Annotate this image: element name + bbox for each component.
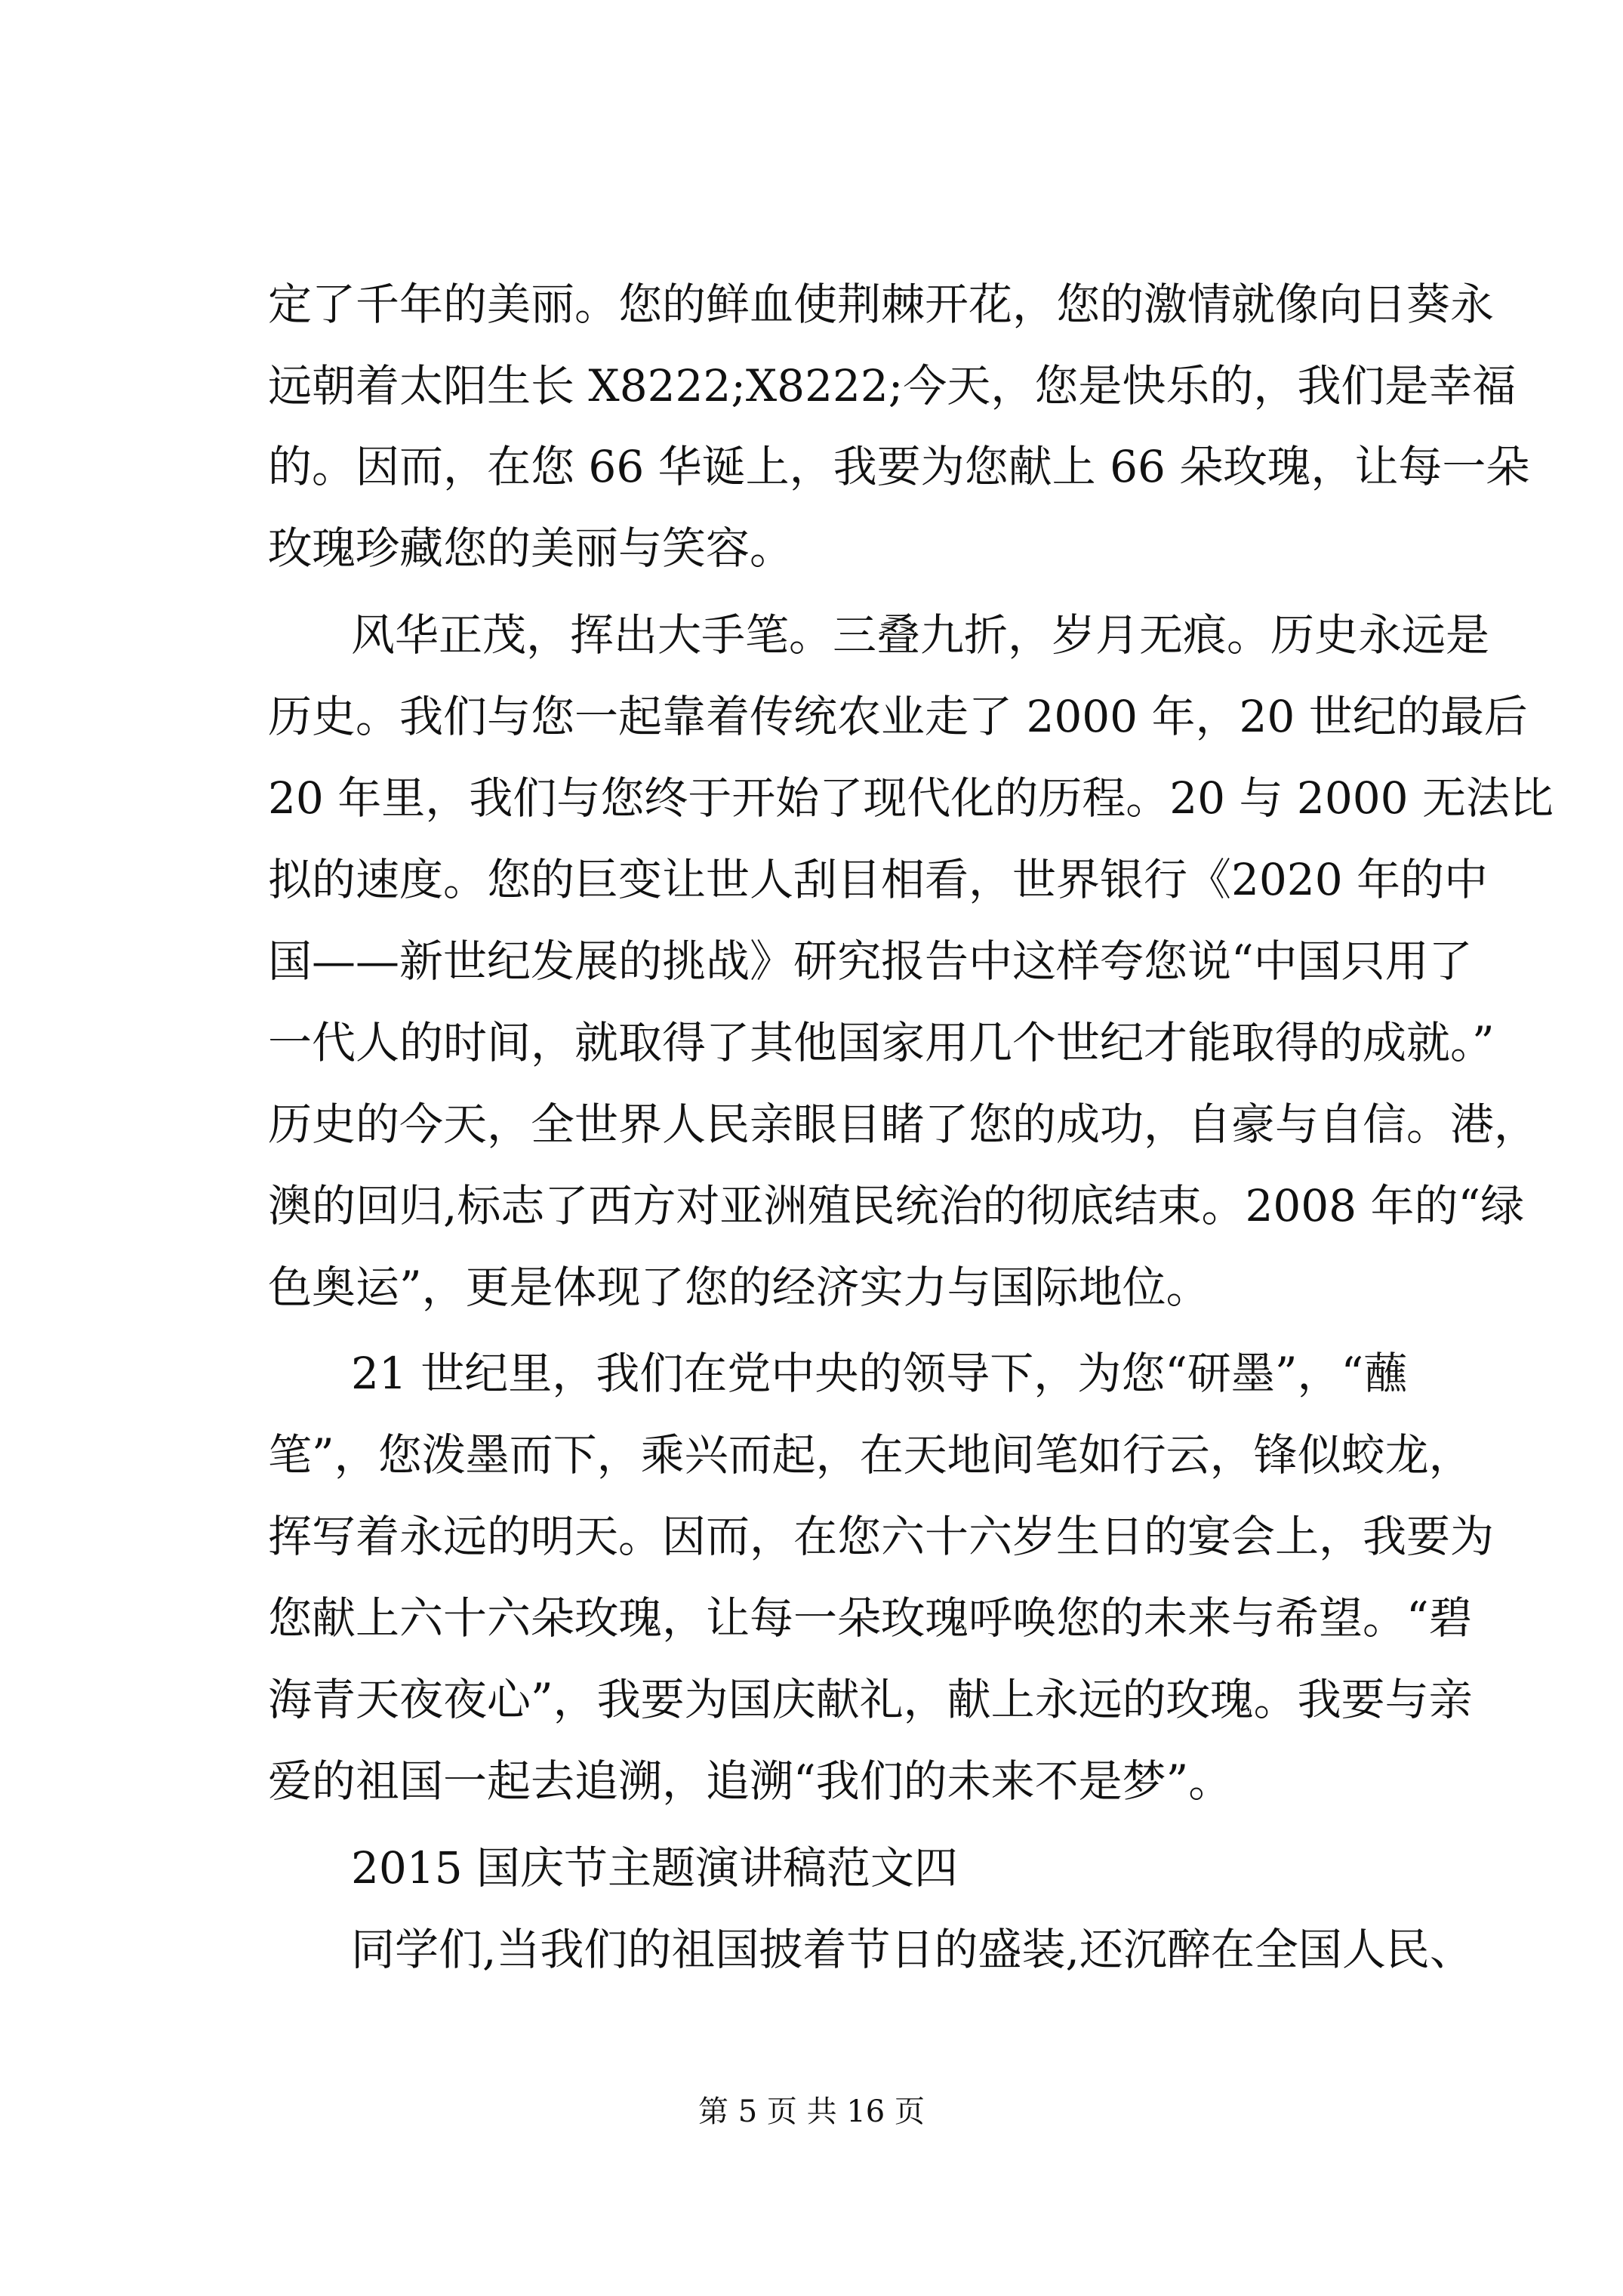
text-line: 历史。我们与您一起靠着传统农业走了 2000 年，20 世纪的最后	[268, 691, 1528, 742]
text-line: 一代人的时间，就取得了其他国家用几个世纪才能取得的成就。”	[268, 1017, 1495, 1068]
text-line: 挥写着永远的明天。因而，在您六十六岁生日的宴会上，我要为	[268, 1511, 1495, 1562]
section-heading: 2015 国庆节主题演讲稿范文四	[351, 1842, 959, 1894]
text-line: 20 年里，我们与您终于开始了现代化的历程。20 与 2000 无法比	[268, 772, 1554, 824]
text-line: 远朝着太阳生长 X8222;X8222;今天，您是快乐的，我们是幸福	[268, 360, 1517, 411]
paragraph-start-line: 21 世纪里，我们在党中央的领导下，为您“研墨”，“蘸	[351, 1348, 1408, 1399]
text-line: 澳的回归,标志了西方对亚洲殖民统治的彻底结束。2008 年的“绿	[268, 1180, 1525, 1231]
paragraph-start-line: 同学们,当我们的祖国披着节日的盛装,还沉醉在全国人民、	[351, 1924, 1474, 1975]
paragraph-start-line: 风华正茂，挥出大手笔。三叠九折，岁月无痕。历史永远是	[351, 609, 1490, 661]
text-line: 您献上六十六朵玫瑰，让每一朵玫瑰呼唤您的未来与希望。“碧	[268, 1592, 1473, 1644]
page-number-footer: 第 5 页 共 16 页	[698, 2094, 925, 2129]
text-line: 国——新世纪发展的挑战》研究报告中这样夸您说“中国只用了	[268, 935, 1473, 987]
text-line: 历史的今天，全世界人民亲眼目睹了您的成功，自豪与自信。港，	[268, 1099, 1538, 1150]
text-line: 爱的祖国一起去追溯，追溯“我们的未来不是梦”。	[268, 1755, 1233, 1807]
text-line: 色奥运”，更是体现了您的经济实力与国际地位。	[268, 1262, 1210, 1313]
text-line: 定了千年的美丽。您的鲜血使荆棘开花，您的激情就像向日葵永	[268, 279, 1495, 330]
text-line: 拟的速度。您的巨变让世人刮目相看，世界银行《2020 年的中	[268, 854, 1489, 905]
text-line: 的。因而，在您 66 华诞上，我要为您献上 66 朵玫瑰，让每一朵	[268, 441, 1530, 492]
text-line: 笔”，您泼墨而下，乘兴而起，在天地间笔如行云，锋似蛟龙，	[268, 1429, 1473, 1481]
text-line: 海青天夜夜心”，我要为国庆献礼，献上永远的玫瑰。我要与亲	[268, 1674, 1473, 1725]
text-line: 玫瑰珍藏您的美丽与笑容。	[268, 522, 794, 574]
